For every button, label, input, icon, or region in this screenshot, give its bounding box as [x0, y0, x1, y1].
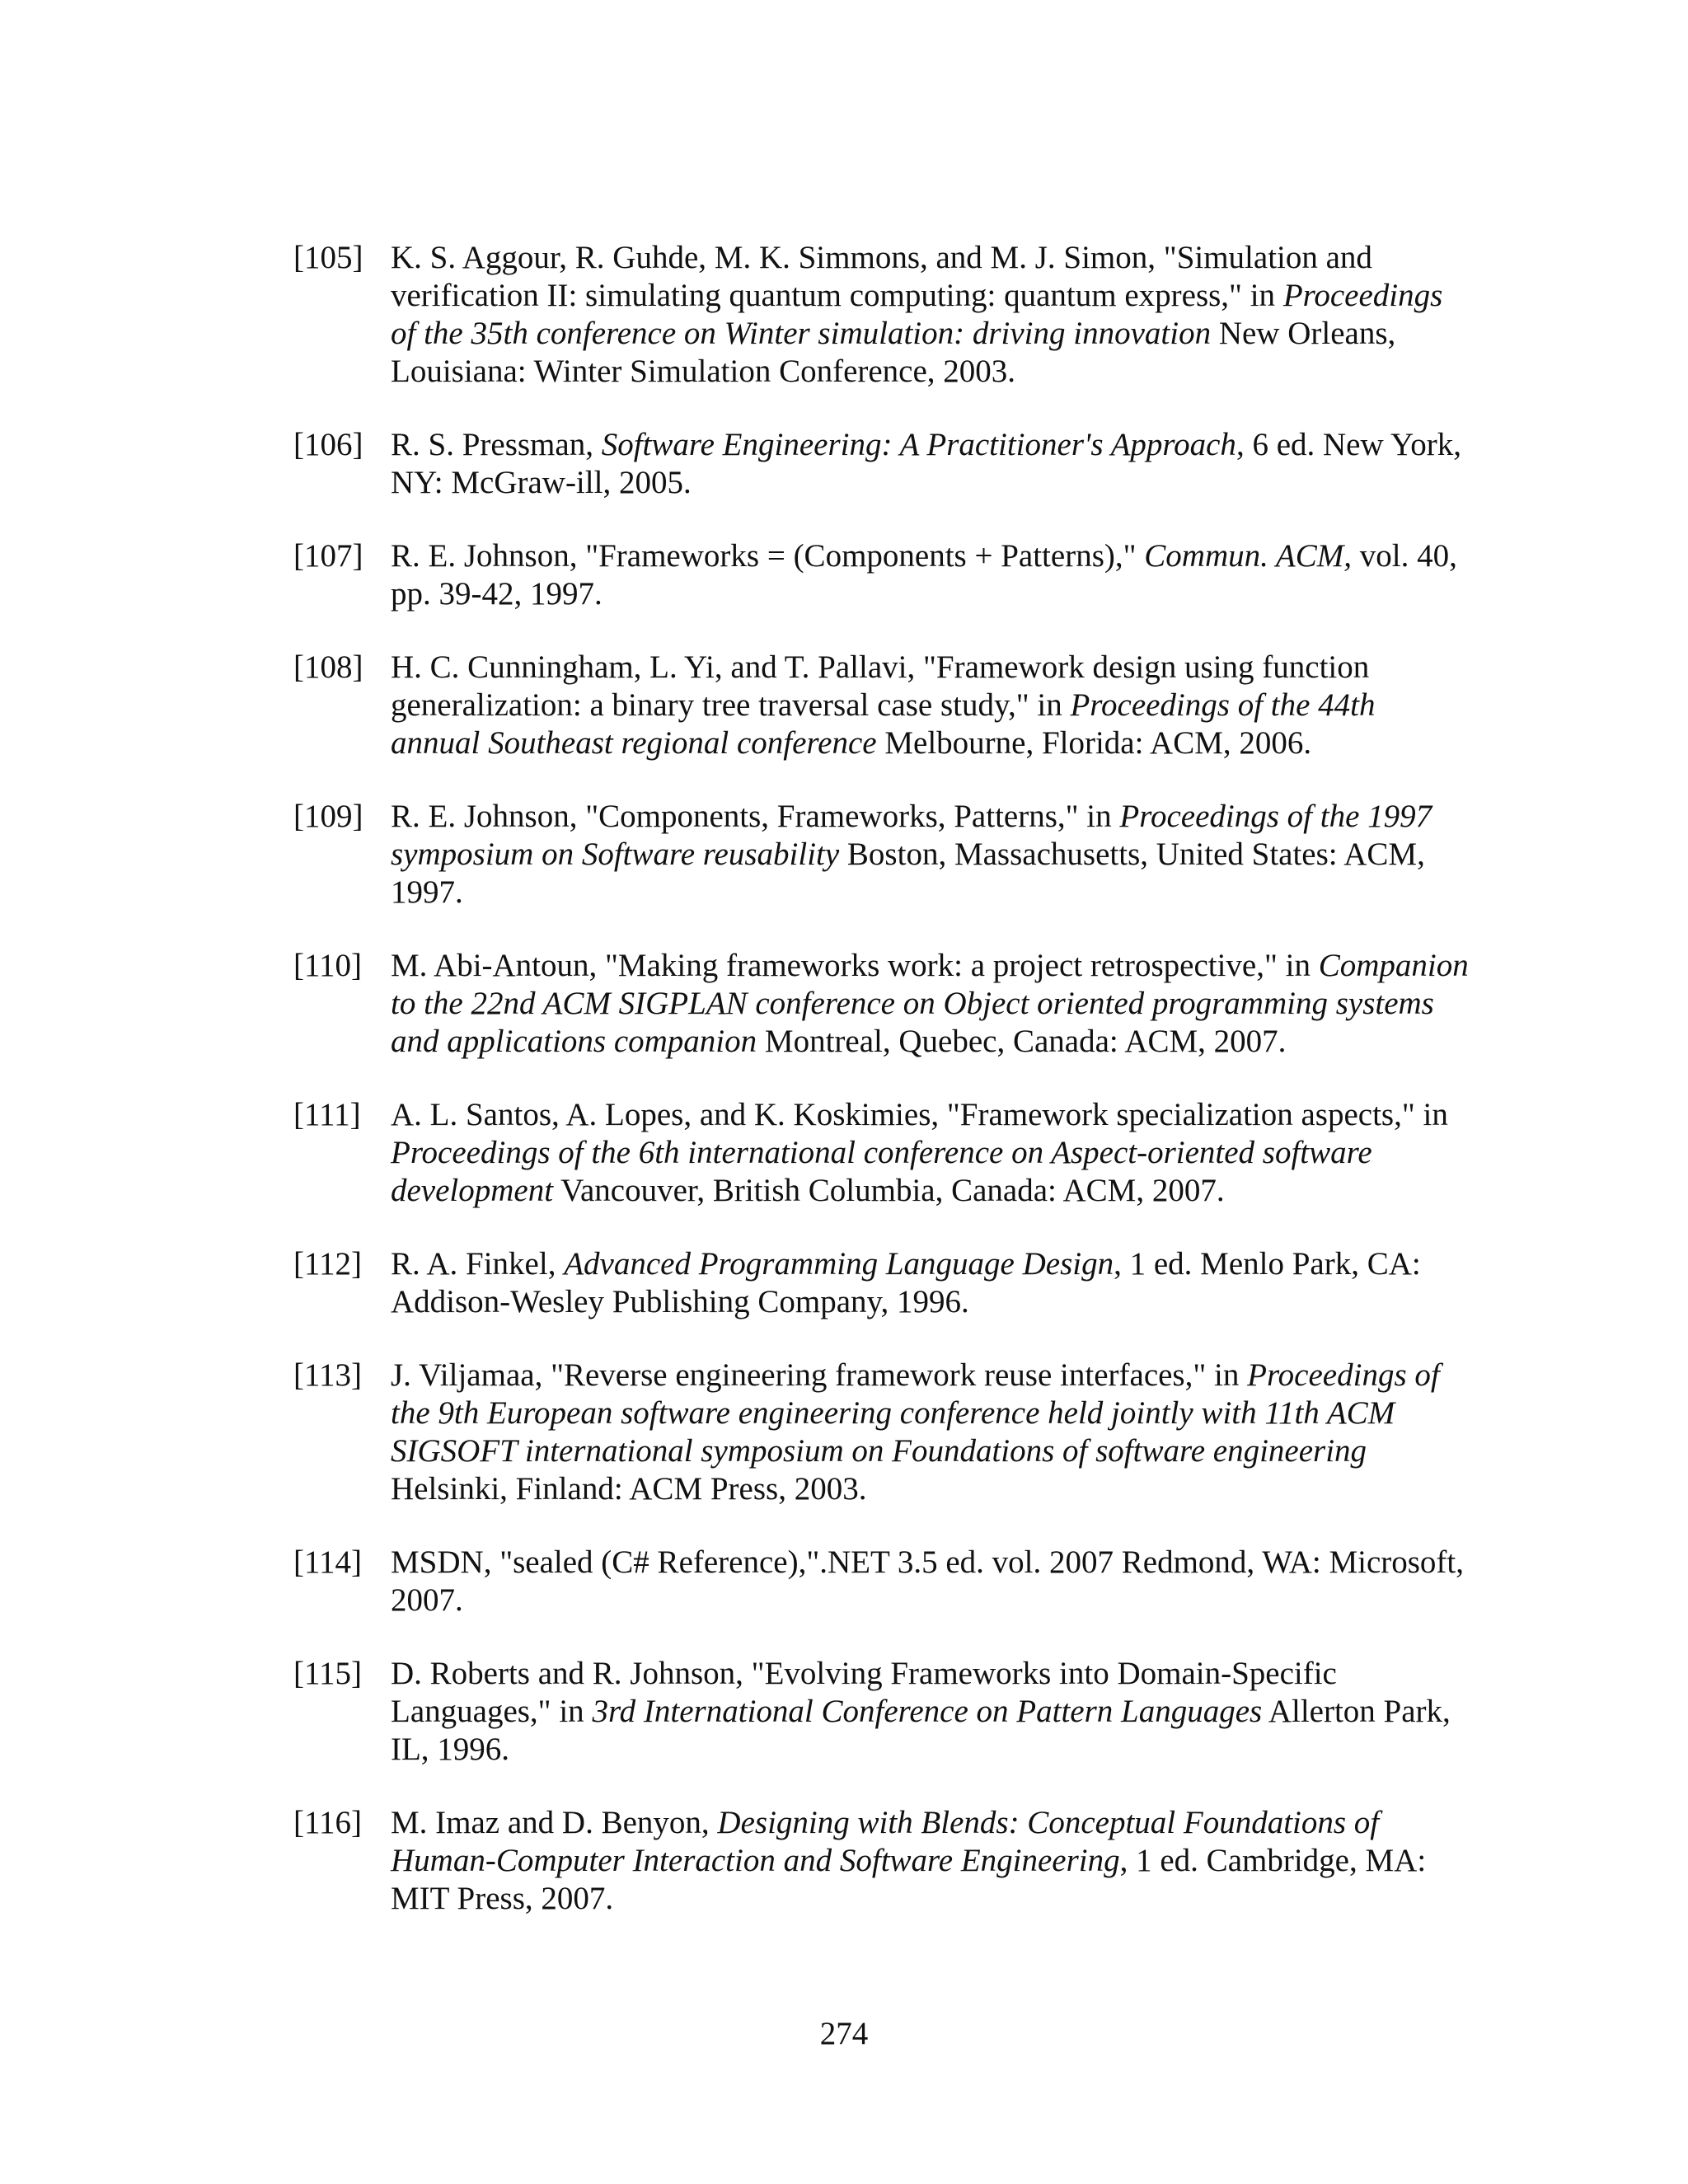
reference-number: [114] — [293, 1544, 363, 1580]
reference-text-segment: K. S. Aggour, R. Guhde, M. K. Simmons, and M. J. Simon, "Simulation and verification II: simulating quantum computing: quantum express," in — [391, 240, 1372, 313]
reference-title-italic: Designing with Blends: Conceptual Foundations of Human-Computer Interaction and Software Engineering — [391, 1805, 1380, 1878]
reference-text-segment: M. Imaz and D. Benyon, — [391, 1805, 718, 1840]
reference-entry — [293, 537, 1472, 613]
reference-text-segment: D. Roberts and R. Johnson, "Evolving Frameworks into Domain-Specific Languages," in — [391, 1656, 1337, 1729]
reference-text-segment: , 1 ed. Cambridge, MA: MIT Press, 2007. — [391, 1843, 1427, 1916]
reference-entry — [293, 798, 1472, 912]
reference-text — [391, 1245, 1472, 1321]
reference-text — [391, 947, 1472, 1061]
reference-title-italic: Companion to the 22nd ACM SIGPLAN conference on Object oriented programming systems and applications companion — [391, 948, 1469, 1059]
reference-text-segment: A. L. Santos, A. Lopes, and K. Koskimies, "Framework specialization aspects," in — [391, 1097, 1448, 1132]
reference-entry — [293, 1804, 1472, 1918]
reference-entry — [293, 426, 1472, 502]
reference-text-segment: R. E. Johnson, "Frameworks = (Components + Patterns)," — [391, 538, 1145, 574]
reference-number: [110] — [293, 948, 363, 983]
reference-text-segment: New Orleans, Louisiana: Winter Simulation Conference, 2003. — [391, 316, 1396, 389]
reference-title-italic: Software Engineering: A Practitioner's Approach — [601, 427, 1236, 462]
reference-number: [107] — [293, 538, 363, 574]
reference-text — [391, 1655, 1472, 1769]
reference-number: [115] — [293, 1656, 363, 1691]
reference-number: [108] — [293, 649, 363, 685]
reference-text — [391, 1096, 1472, 1210]
reference-text-segment: R. S. Pressman, — [391, 427, 602, 462]
reference-text — [391, 798, 1472, 912]
reference-number: [109] — [293, 799, 363, 834]
reference-text — [391, 1357, 1472, 1508]
reference-text-segment: Allerton Park, IL, 1996. — [391, 1694, 1451, 1767]
reference-text — [391, 1544, 1472, 1619]
reference-entry — [293, 1245, 1472, 1321]
reference-entry — [293, 947, 1472, 1061]
reference-text-segment: Vancouver, British Columbia, Canada: ACM, 2007. — [553, 1173, 1225, 1208]
page-number: 274 — [819, 2016, 869, 2051]
reference-number: [112] — [293, 1246, 363, 1282]
reference-text — [391, 239, 1472, 391]
reference-entry — [293, 1096, 1472, 1210]
reference-entry — [293, 1544, 1472, 1619]
reference-text-segment: R. A. Finkel, — [391, 1246, 565, 1282]
reference-text-segment: Helsinki, Finland: ACM Press, 2003. — [391, 1471, 867, 1507]
reference-text-segment: M. Abi-Antoun, "Making frameworks work: a project retrospective," in — [391, 948, 1319, 983]
reference-number: [111] — [293, 1097, 361, 1132]
reference-title-italic: 3rd International Conference on Pattern Languages — [592, 1694, 1263, 1729]
reference-number: [105] — [293, 240, 363, 275]
reference-text-segment: vol. 40, pp. 39-42, 1997. — [391, 538, 1457, 612]
reference-entry — [293, 239, 1472, 391]
reference-text-segment: , 6 ed. New York, NY: McGraw-ill, 2005. — [391, 427, 1461, 500]
reference-title-italic: Proceedings of the 6th international conference on Aspect-oriented software development — [391, 1135, 1372, 1208]
reference-title-italic: Proceedings of the 9th European software engineering conference held jointly with 11th ACM SIGSOFT international symposium on Foundations of software engineering — [391, 1357, 1440, 1469]
reference-text-segment: , 1 ed. Menlo Park, CA: Addison-Wesley Publishing Company, 1996. — [391, 1246, 1421, 1319]
reference-text-segment: H. C. Cunningham, L. Yi, and T. Pallavi, "Framework design using function generalization: a binary tree traversal case study," in — [391, 649, 1370, 723]
reference-title-italic: Commun. ACM, — [1144, 538, 1352, 574]
reference-text — [391, 537, 1472, 613]
reference-number: [113] — [293, 1357, 363, 1393]
reference-text — [391, 1804, 1472, 1918]
reference-title-italic: Proceedings of the 44th annual Southeast regional conference — [391, 687, 1376, 761]
reference-entry — [293, 1655, 1472, 1769]
reference-text-segment: J. Viljamaa, "Reverse engineering framework reuse interfaces," in — [391, 1357, 1248, 1393]
reference-number: [106] — [293, 427, 363, 462]
reference-text-segment: MSDN, "sealed (C# Reference),".NET 3.5 ed. vol. 2007 Redmond, WA: Microsoft, 2007. — [391, 1544, 1465, 1618]
reference-entry — [293, 1357, 1472, 1508]
reference-list — [293, 239, 1472, 1953]
reference-text-segment: R. E. Johnson, "Components, Frameworks, Patterns," in — [391, 799, 1120, 834]
reference-text-segment: Melbourne, Florida: ACM, 2006. — [876, 725, 1312, 761]
reference-text — [391, 649, 1472, 762]
reference-title-italic: Proceedings of the 35th conference on Winter simulation: driving innovation — [391, 278, 1443, 351]
reference-text-segment: Boston, Massachusetts, United States: ACM, 1997. — [391, 837, 1425, 910]
reference-entry — [293, 649, 1472, 762]
reference-title-italic: Advanced Programming Language Design — [564, 1246, 1114, 1282]
reference-title-italic: Proceedings of the 1997 symposium on Software reusability — [391, 799, 1432, 872]
reference-number: [116] — [293, 1805, 363, 1840]
reference-text-segment: Montreal, Quebec, Canada: ACM, 2007. — [757, 1024, 1287, 1059]
reference-text — [391, 426, 1472, 502]
